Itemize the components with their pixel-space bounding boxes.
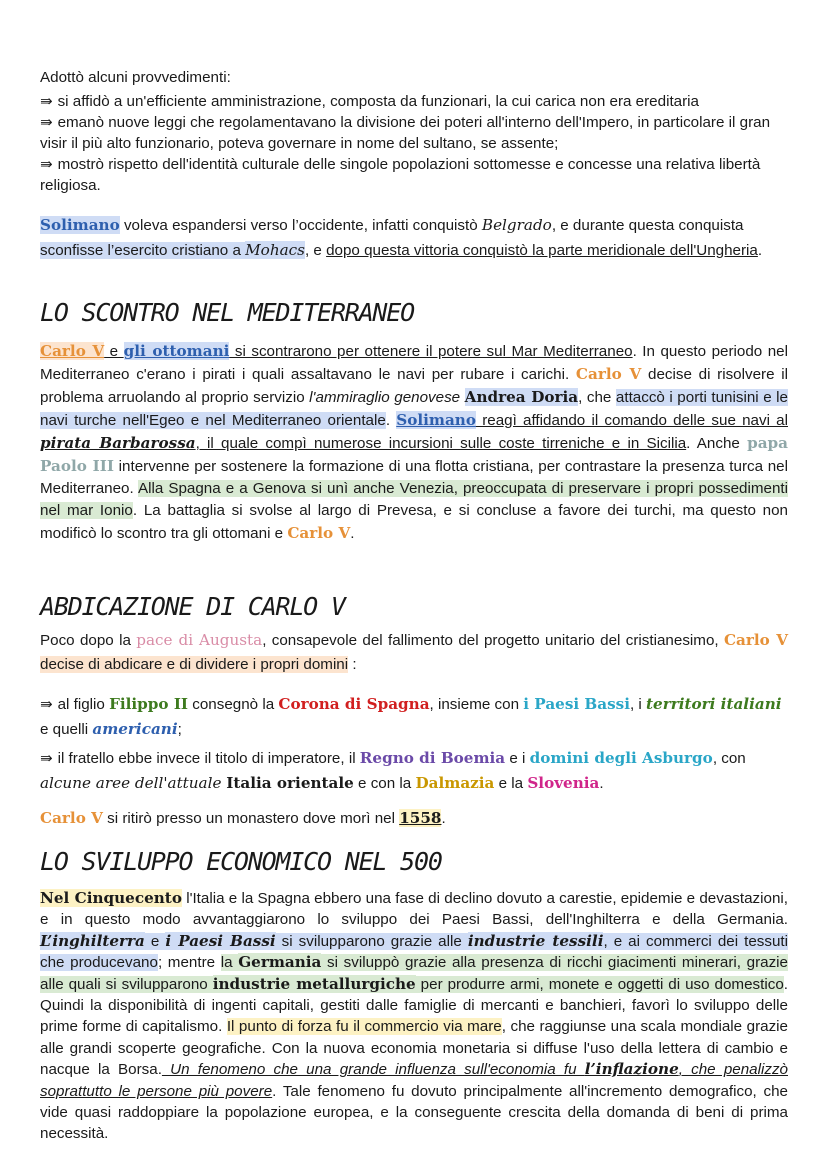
list-item: ⇛ il fratello ebbe invece il titolo di imperatore, il Regno di Boemia e i domini degli Asburgo, con alcune aree dell'attuale Italia orientale e con la Dalmazia e la Slovenia. [40, 749, 746, 792]
arrow-icon: ⇛ [40, 91, 53, 110]
mediterraneo-paragraph: Carlo V e gli ottomani si scontrarono per ottenere il potere sul Mar Mediterraneo. In questo periodo nel Mediterraneo c'erano i pirati i quali assaltavano le navi per rubare i carichi. Carlo V decise di risolvere il problema arruolando al proprio servizio l'ammiraglio genovese Andrea Doria, che attaccò i porti tunisini e le navi turche nell'Egeo e nel Mediterraneo orientale. Solimano reagì affidando il comando delle sue navi al pirata Barbarossa, il quale compì numerose incursioni sulle coste tirreniche e in Sicilia. Anche papa Paolo III intervenne per sostenere la formazione di una flotta cristiana, per contrastare la presenza turca nel Mediterraneo. Alla Spagna e a Genova si unì anche Venezia, preoccupata di preservare i propri possedimenti nel mar Ionio. La battaglia si svolse al largo di Prevesa, e si concluse a favore dei turchi, ma questo non modificò lo scontro tra gli ottomani e Carlo V. [40, 342, 789, 542]
arrow-icon: ⇛ [40, 749, 53, 767]
section-title-mediterraneo: LO SCONTRO NEL MEDITERRANEO [40, 298, 414, 327]
measures-block [40, 68, 788, 196]
abdicazione-paragraph: Poco dopo la pace di Augusta, consapevole del fallimento del progetto unitario del cristianesimo, Carlo V decise di abdicare e di dividere i propri domini : [40, 631, 788, 673]
solimano-paragraph: Solimano voleva espandersi verso l’occidente, infatti conquistò Belgrado, e durante questa conquista sconfisse l’esercito cristiano a Mohacs, e dopo questa vittoria conquistò la parte meridionale dell'Ungheria. [40, 216, 763, 259]
list-item: ⇛ si affidò a un'efficiente amministrazione, composta da funzionari, la cui carica non era ereditaria [40, 91, 699, 110]
list-item: ⇛ al figlio Filippo II consegnò la Corona di Spagna, insieme con i Paesi Bassi, i territori italiani e quelli americani; [40, 695, 782, 738]
arrow-icon: ⇛ [40, 695, 53, 713]
arrow-icon: ⇛ [40, 155, 53, 173]
list-item: ⇛ mostrò rispetto dell'identità culturale delle singole popolazioni sottomesse e concesse una relativa libertà religiosa. [40, 155, 761, 194]
sviluppo-paragraph: Nel Cinquecento l'Italia e la Spagna ebbero una fase di declino dovuto a carestie, epidemie e devastazioni, e in questo modo avvantaggiarono lo sviluppo dei Paesi Bassi, dell'Inghilterra e della Germania. L’inghilterra e i Paesi Bassi si svilupparono grazie alle industrie tessili, e ai commerci dei tessuti che producevano; mentre la Germania si sviluppò grazie alla presenza di ricchi giacimenti minerari, grazie alle quali si svilupparono industrie metallurgiche per produrre armi, monete e oggetti di uso domestico. Quindi la disponibilità di ingenti capitali, gestiti dalle famiglie di mercanti e banchieri, favorì lo sviluppo delle prime forme di capitalismo. Il punto di forza fu il commercio via mare, che raggiunse una scala mondiale grazie alle grandi scoperte geografiche. Con la nuova economia monetaria si diffuse l'uso della lettera di cambio e nacque la Borsa. Un fenomeno che una grande influenza sull'economia fu l’inflazione, che penalizzò soprattutto le persone più povere. Tale fenomeno fu dovuto principalmente all'incremento demografico, che vide quasi raddoppiare la popolazione europea, e la conseguente crescita della domanda di beni di prima necessità. [40, 889, 788, 1143]
carlo-death-paragraph: Carlo V si ritirò presso un monastero dove morì nel 1558. [40, 809, 446, 827]
arrow-icon: ⇛ [40, 113, 53, 131]
list-item: ⇛ emanò nuove leggi che regolamentavano la divisione dei poteri all'interno dell'Impero, in particolare il gran visir il più alto funzionario, poteva governare in nome del sultano, se assente; [40, 113, 771, 152]
measures-lead: Adottò alcuni provvedimenti: [40, 69, 231, 86]
section-title-abdicazione: ABDICAZIONE DI CARLO V [40, 592, 345, 621]
section-title-sviluppo: LO SVILUPPO ECONOMICO NEL 500 [40, 847, 442, 876]
